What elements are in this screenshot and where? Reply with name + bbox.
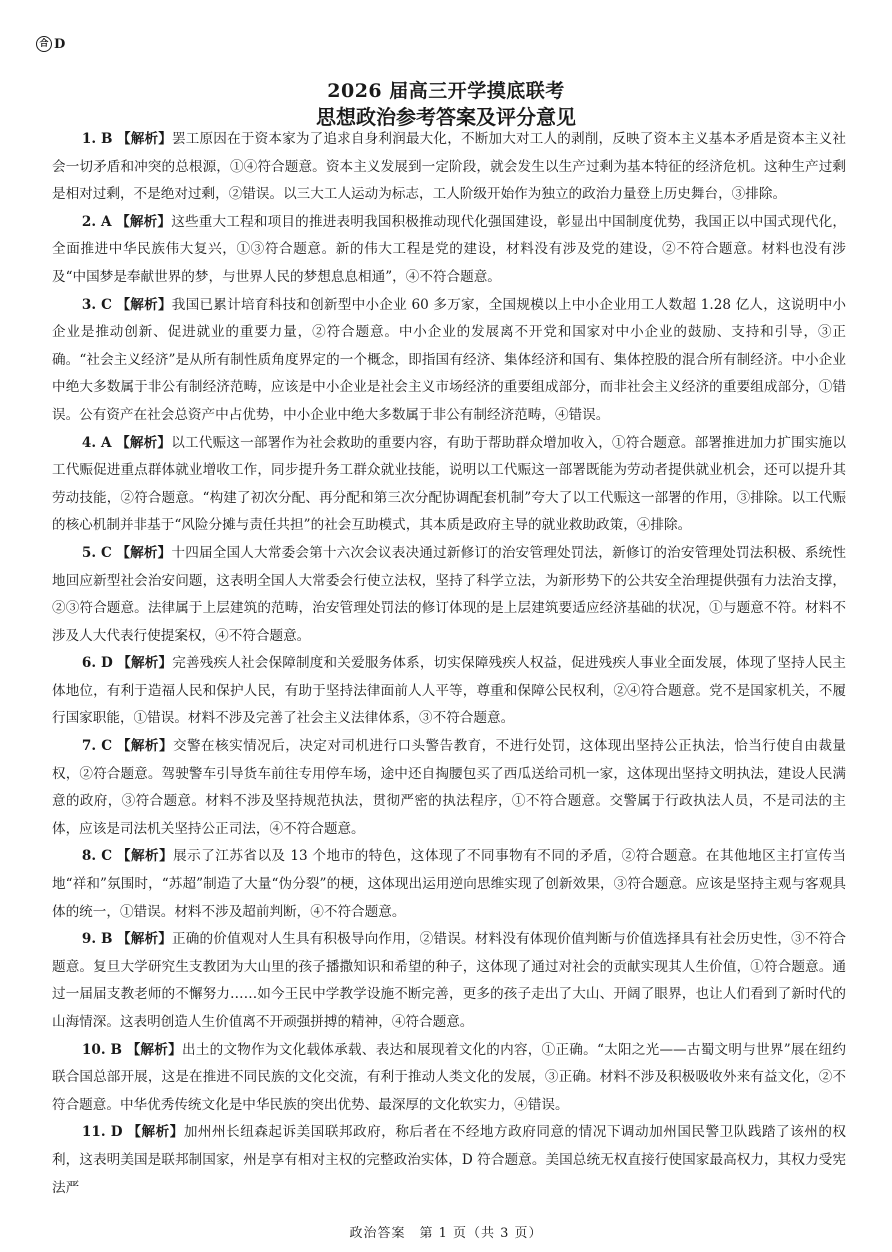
answer-item (52, 926, 846, 1036)
answer-text: 展示了江苏省以及 13 个地市的特色，这体现了不同事物有不同的矛盾，②符合题意。在其他地区主打宣传当地“祥和”氛围时，“苏超”制造了大量“伪分裂”的梗，这体现出运用逆向思维实现了创新效果，③符合题意。应该是坚持主观与客观具体的统一，①错误。材料不涉及超前判断，④不符合题意。 (52, 848, 847, 920)
answer-text: 交警在核实情况后，决定对司机进行口头警告教育，不进行处罚，这体现出坚持公正执法，恰当行使自由裁量权，②符合题意。驾驶警车引导货车前往专用停车场，途中还自掏腰包买了西瓜送给司机一家，这体现出坚持文明执法，建设人民满意的政府，③符合题意。材料不涉及坚持规范执法，贯彻严密的执法程序，①不符合题意。交警属于行政执法人员，不是司法的主体，应该是司法机关坚持公正司法，④不符合题意。 (52, 738, 847, 837)
answer-number: 11. D (81, 1124, 123, 1141)
answer-text: 出土的文物作为文化载体承载、表达和展现着文化的内容，①正确。“太阳之光——古蜀文明与世界”展在纽约联合国总部开展，这是在推进不同民族的文化交流，有利于推动人类文化的发展，③正确。材料不涉及积极吸收外来有益文化，②不符合题意。中华优秀传统文化是中华民族的突出优势、最深厚的文化软实力，④错误。 (52, 1041, 847, 1113)
answer-number: 1. B (81, 131, 113, 147)
answer-item (52, 650, 846, 733)
answer-item (52, 843, 846, 926)
answer-text: 加州州长纽森起诉美国联邦政府，称后者在不经地方政府同意的情况下调动加州国民警卫队践踏了该州的权利，这表明美国是联邦制国家，州是享有相对主权的完整政治实体，D 符合题意。美国总统无权直接行使国家最高权力，其权力受宪法严 (52, 1124, 847, 1196)
answer-number: 3. C (81, 296, 112, 313)
answer-number: 8. C (81, 848, 113, 865)
answer-item (52, 126, 846, 209)
analysis-tag: 【解析】 (117, 655, 173, 672)
answer-number: 10. B (81, 1041, 123, 1058)
answer-item (52, 733, 846, 843)
answer-text: 以工代赈这一部署作为社会救助的重要内容，有助于帮助群众增加收入，①符合题意。部署推进加力扩围实施以工代赈促进重点群体就业增收工作，同步提升务工群众就业技能，说明以工代赈这一部署既能为劳动者提供就业机会，还可以提升其劳动技能，②符合题意。“构建了初次分配、再分配和第三次分配协调配套机制”夸大了以工代赈这一部署的作用，③排除。以工代赈的核心机制并非基于“风险分摊与责任共担”的社会互助模式，其本质是政府主导的就业救助政策，④排除。 (52, 434, 846, 534)
answer-item (52, 209, 846, 292)
answer-text: 这些重大工程和项目的推进表明我国积极推动现代化强国建设，彰显出中国制度优势，我国正以中国式现代化，全面推进中华民族伟大复兴，①③符合题意。新的伟大工程是党的建设，材料没有涉及党的建设，②不符合题意。材料也没有涉及“中国梦是奉献世界的梦，与世界人民的梦想息息相通”，④不符合题意。 (52, 213, 846, 285)
analysis-tag: 【解析】 (116, 544, 172, 561)
document-subtitle: 思想政治参考答案及评分意见 (316, 105, 576, 129)
answer-item (52, 430, 846, 540)
answer-number: 6. D (81, 655, 113, 672)
answer-number: 7. C (81, 738, 113, 755)
corner-mark (36, 36, 65, 52)
analysis-tag: 【解析】 (116, 434, 172, 451)
answer-text: 正确的价值观对人生具有积极导向作用，②错误。材料没有体现价值判断与价值选择具有社会历史性，③不符合题意。复旦大学研究生支教团为大山里的孩子播撒知识和希望的种子，这体现了通过对社会的贡献实现其人生价值，①符合题意。通过一届届支教老师的不懈努力……如今王民中学教学设施不断完善，更多的孩子走出了大山、开阔了眼界，也让人们看到了新时代的山海情深。这表明创造人生价值离不开顽强拼搏的精神，④符合题意。 (52, 931, 847, 1030)
answer-item (52, 1037, 846, 1120)
answer-text: 罢工原因在于资本家为了追求自身利润最大化，不断加大对工人的剥削，反映了资本主义基本矛盾是资本主义社会一切矛盾和冲突的总根源，①④符合题意。资本主义发展到一定阶段，就会发生以生产过剩为基本特征的经济危机。这种生产过剩是相对过剩，不是绝对过剩，②错误。以三大工人运动为标志，工人阶级开始作为独立的政治力量登上历史舞台，③排除。 (52, 131, 847, 203)
answer-item (52, 1119, 846, 1202)
answer-number: 2. A (81, 213, 112, 230)
answer-text: 完善残疾人社会保障制度和关爱服务体系，切实保障残疾人权益，促进残疾人事业全面发展，体现了坚持人民主体地位，有利于造福人民和保护人民，有助于坚持法律面前人人平等，尊重和保障公民权利，②④符合题意。党不是国家机关，不履行国家职能，①错误。材料不涉及完善了社会主义法律体系，③不符合题意。 (52, 655, 846, 727)
analysis-tag: 【解析】 (116, 131, 173, 147)
analysis-tag: 【解析】 (116, 738, 173, 755)
answer-item (52, 292, 846, 430)
answer-text: 十四届全国人大常委会第十六次会议表决通过新修订的治安管理处罚法，新修订的治安管理处罚法积极、系统性地回应新型社会治安问题，这表明全国人大常委会行使立法权，坚持了科学立法，为新形势下的公共安全治理提供强有力法治支撑，②③符合题意。法律属于上层建筑的范畴，治安管理处罚法的修订体现的是上层建筑要适应经济基础的状况，①与题意不符。材料不涉及人大代表行使提案权，④不符合题意。 (52, 544, 846, 644)
analysis-tag: 【解析】 (126, 1041, 182, 1058)
analysis-tag: 【解析】 (127, 1124, 184, 1141)
page-footer: 政治答案 第 1 页（共 3 页） (349, 1226, 543, 1241)
answer-number: 9. B (81, 931, 113, 948)
analysis-tag: 【解析】 (116, 296, 172, 313)
document-title: 2026 届高三开学摸底联考 (327, 80, 565, 102)
circled-char-icon: 合 (36, 36, 52, 52)
answer-number: 5. C (81, 544, 112, 561)
answer-list (52, 126, 846, 1202)
analysis-tag: 【解析】 (116, 931, 173, 948)
answer-number: 4. A (81, 434, 112, 451)
answer-text: 我国已累计培育科技和创新型中小企业 60 多万家，全国规模以上中小企业用工人数超 1.28 亿人，这说明中小企业是推动创新、促进就业的重要力量，②符合题意。中小企业的发展离不开党和国家对中小企业的鼓励、支持和引导，③正确。“社会主义经济”是从所有制性质角度界定的一个概念，即指国有经济、集体经济和国有、集体控股的混合所有制经济。中小企业中绝大多数属于非公有制经济范畴，应该是中小企业是社会主义市场经济的重要组成部分，而非社会主义经济的重要组成部分，①错误。公有资产在社会总资产中占优势，中小企业中绝大多数属于非公有制经济范畴，④错误。 (52, 296, 846, 423)
corner-letter: D (54, 36, 66, 52)
answer-item (52, 540, 846, 650)
analysis-tag: 【解析】 (116, 213, 172, 230)
analysis-tag: 【解析】 (116, 848, 174, 865)
